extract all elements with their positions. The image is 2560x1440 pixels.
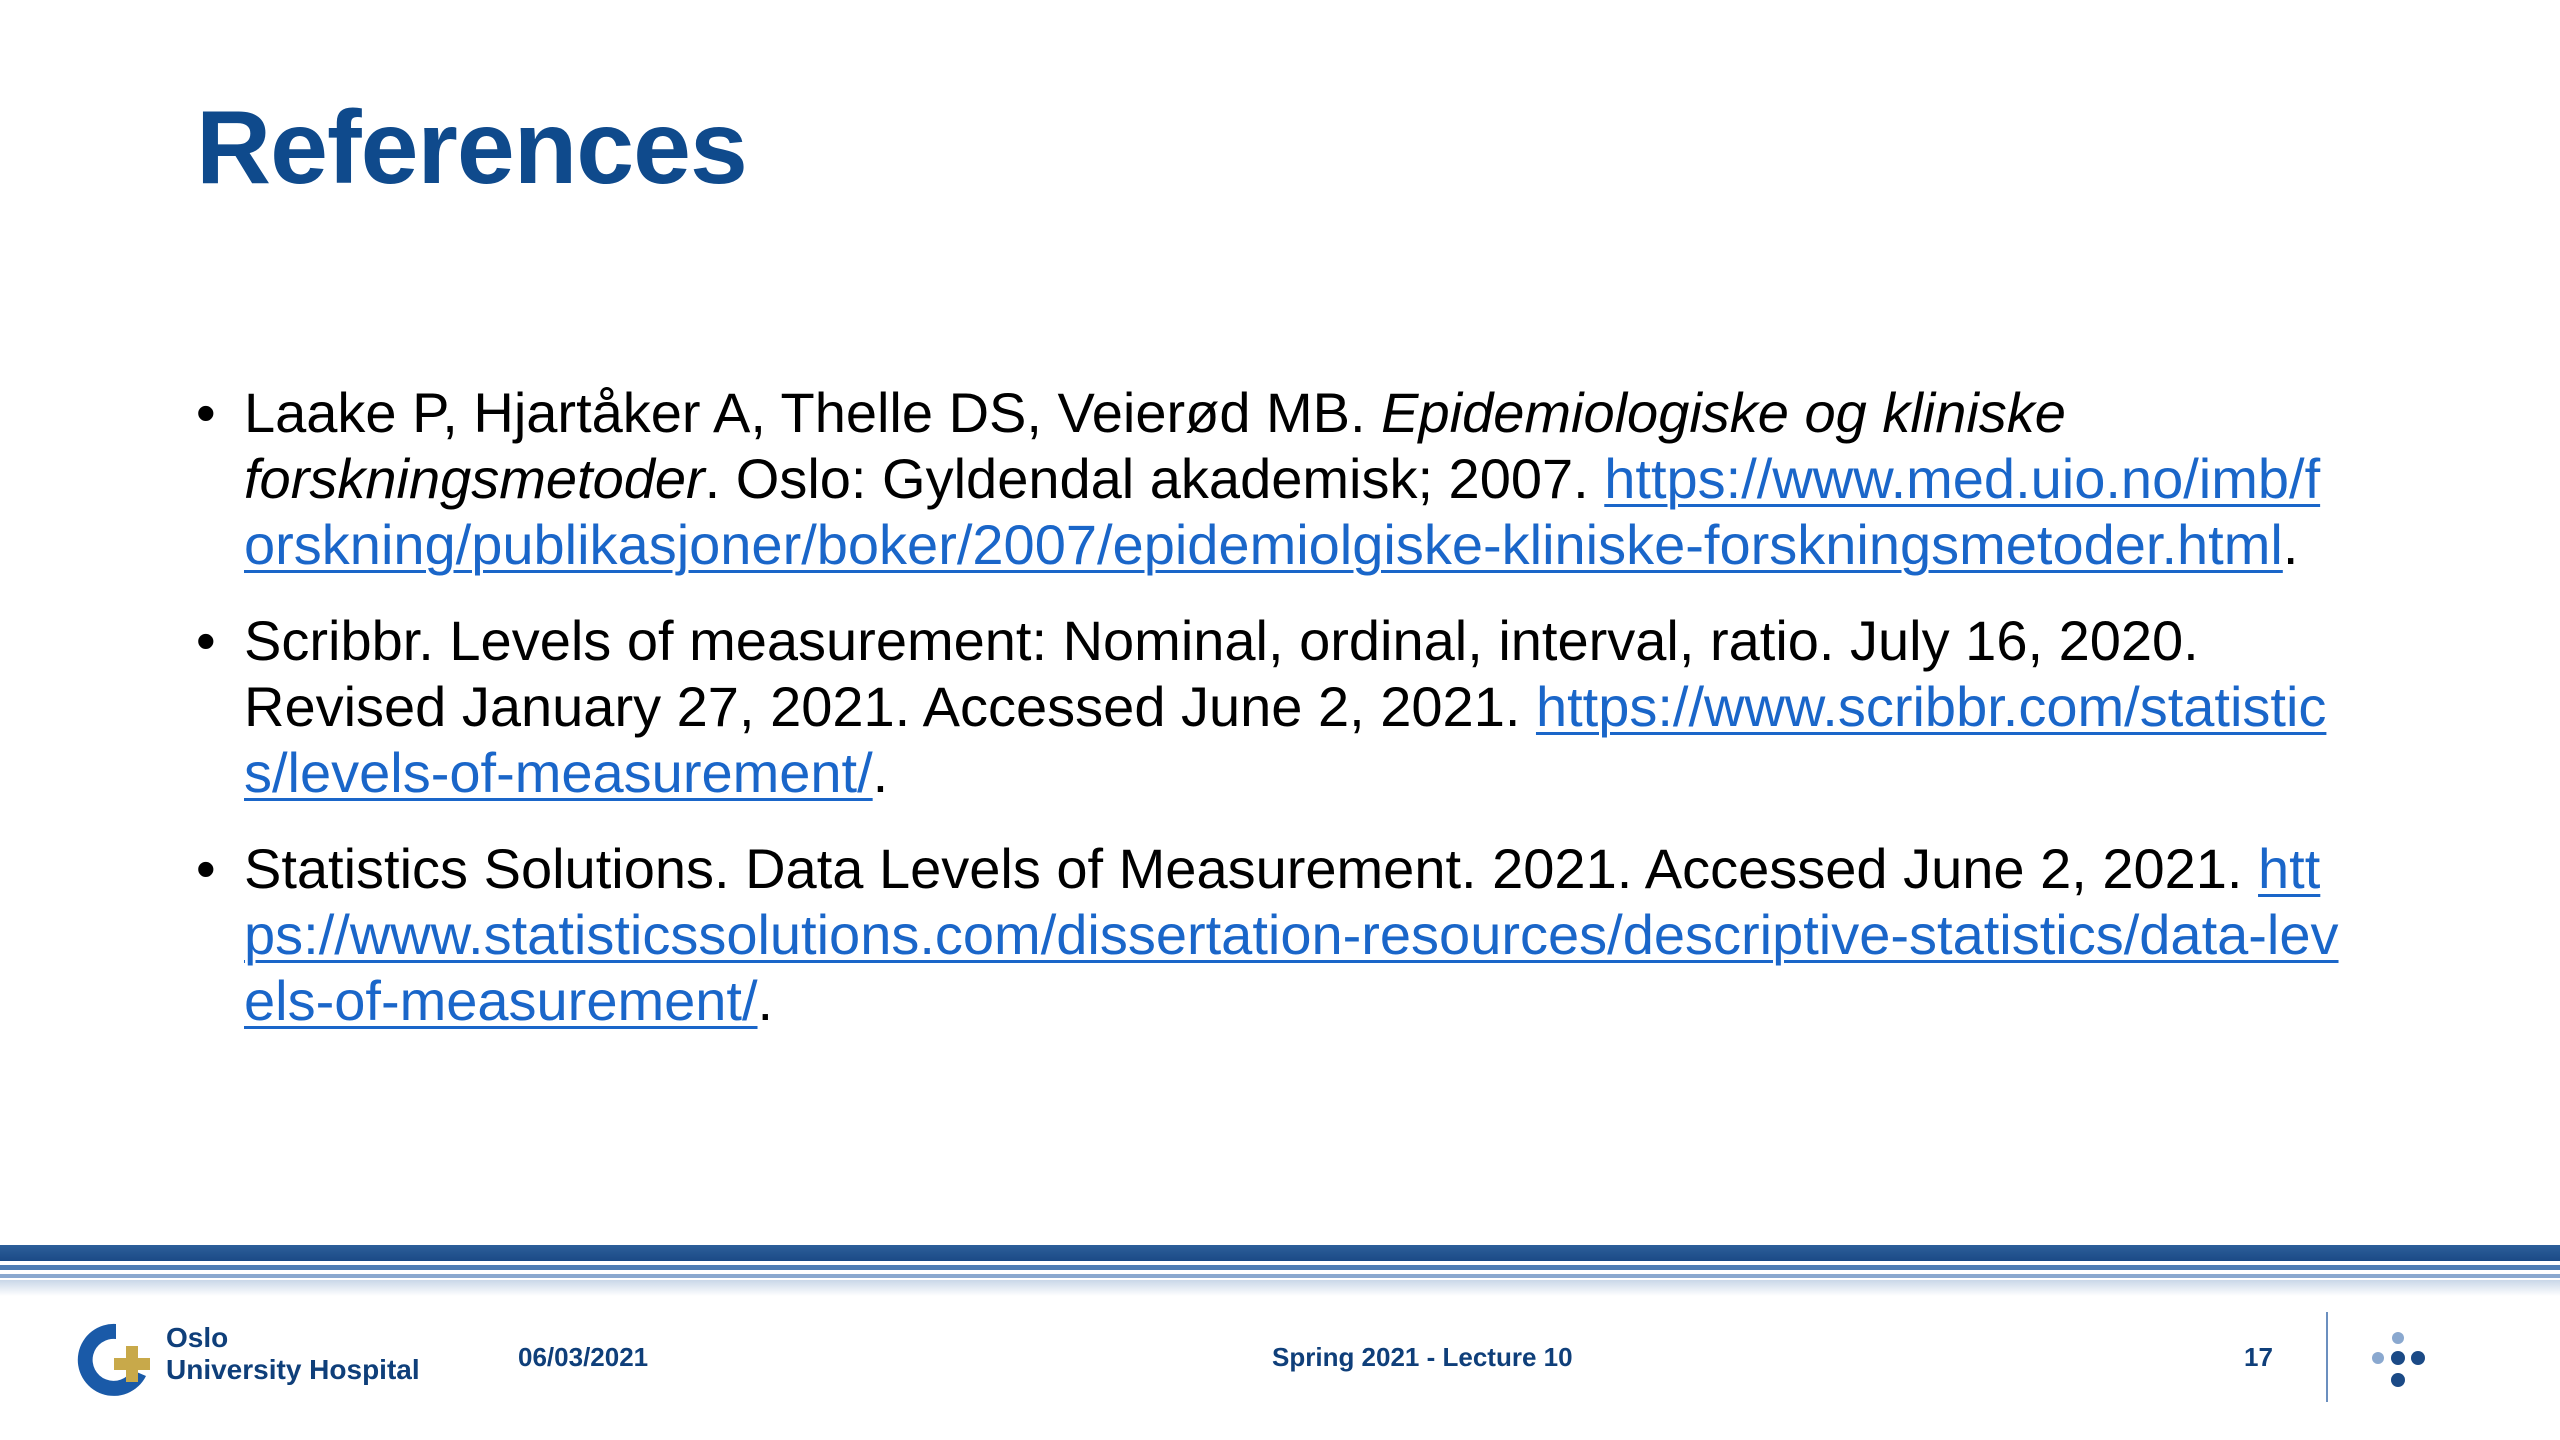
- footer-rule-thin: [0, 1265, 2560, 1270]
- reference-end: .: [2282, 513, 2299, 576]
- slide-title: References: [196, 90, 747, 206]
- reference-end: .: [757, 969, 774, 1032]
- reference-link[interactable]: https://www.med.uio.no/imb/forskning/publikasjoner/boker/2007/epidemiolgiske-kliniske-forskningsmetoder.html: [244, 447, 2321, 576]
- reference-item: [196, 836, 2346, 1034]
- reference-link[interactable]: https://www.scribbr.com/statistics/levels-of-measurement/: [244, 675, 2327, 804]
- reference-item: [196, 608, 2346, 806]
- reference-authors: Laake P, Hjartåker A, Thelle DS, Veierød MB.: [244, 381, 1382, 444]
- footer-divider: [2326, 1312, 2328, 1402]
- bullet: •: [196, 609, 216, 672]
- logo-line-1: Oslo: [166, 1322, 229, 1353]
- logo-line-2: University Hospital: [166, 1354, 420, 1385]
- bullet: •: [196, 381, 216, 444]
- slide-footer: [0, 1300, 2560, 1440]
- footer-rule-shadow: [0, 1280, 2560, 1296]
- footer-rule-thin: [0, 1274, 2560, 1278]
- reference-link[interactable]: https://www.statisticssolutions.com/dissertation-resources/descriptive-statistics/data-levels-of-measurement/: [244, 837, 2339, 1032]
- oslo-university-hospital-logo-icon: [76, 1320, 152, 1400]
- page-number: 17: [2244, 1342, 2273, 1372]
- bullet: •: [196, 837, 216, 900]
- reference-publication: . Oslo: Gyldendal akademisk; 2007.: [704, 447, 1605, 510]
- logo-text: [166, 1322, 420, 1386]
- reference-list: [196, 380, 2346, 1064]
- reference-text: Scribbr. Levels of measurement: Nominal, ordinal, interval, ratio. July 16, 2020. Revised January 27, 2021. Accessed June 2, 2021.: [244, 609, 2199, 738]
- reference-item: [196, 380, 2346, 578]
- reference-text: Statistics Solutions. Data Levels of Measurement. 2021. Accessed June 2, 2021.: [244, 837, 2259, 900]
- reference-end: .: [872, 741, 889, 804]
- footer-lecture: Spring 2021 - Lecture 10: [1272, 1342, 1573, 1372]
- dots-cluster-icon: [2366, 1328, 2430, 1392]
- reference-book-title: Epidemiologiske og kliniske forskningsmetoder: [244, 381, 2066, 510]
- hospital-logo: [76, 1318, 456, 1418]
- footer-date: 06/03/2021: [518, 1342, 649, 1372]
- footer-rule-main: [0, 1245, 2560, 1261]
